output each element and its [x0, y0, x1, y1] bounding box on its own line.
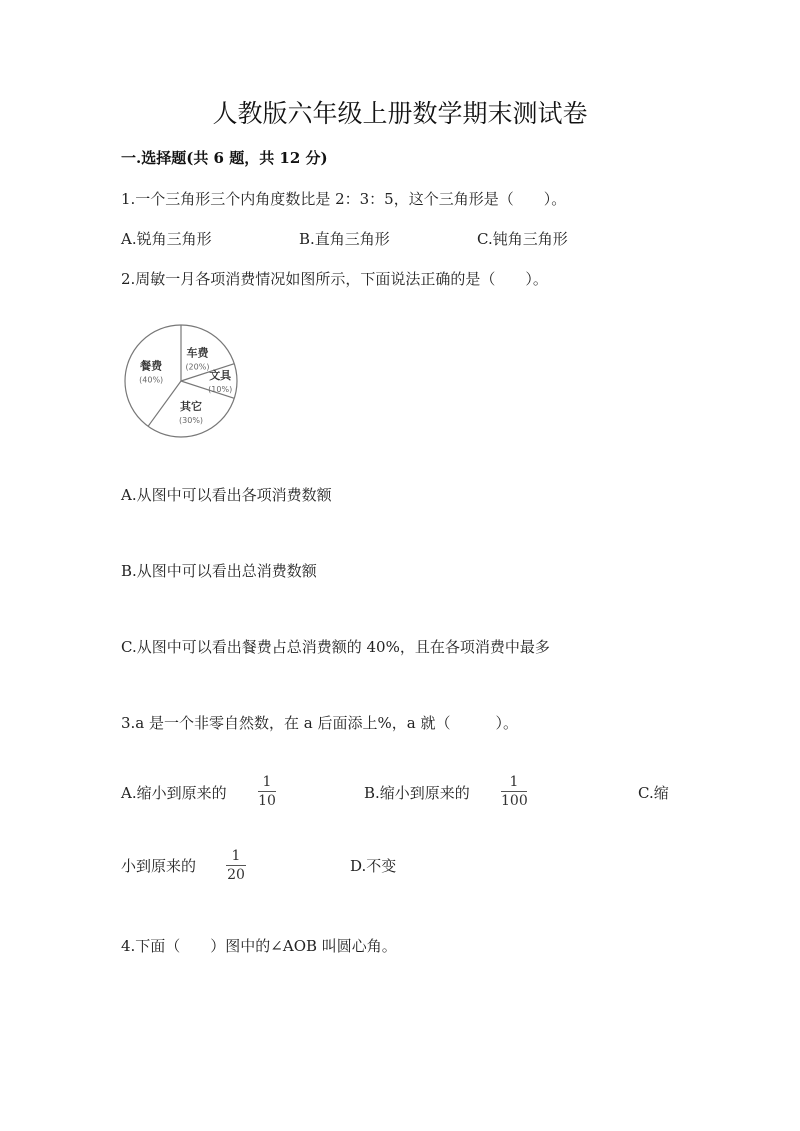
question-2-option-c: C.从图中可以看出餐费占总消费额的 40%，且在各项消费中最多 — [121, 638, 550, 656]
question-1-text: 1.一个三角形三个内角度数比是 2：3：5，这个三角形是（ ）。 — [121, 190, 567, 208]
pie-slice-label: 车费 — [186, 346, 209, 360]
fraction-denominator: 20 — [227, 867, 245, 883]
pie-slice-percent-label: (40%) — [139, 375, 164, 385]
pie-slice-percent-label: (10%) — [208, 385, 233, 394]
fraction-numerator: 1 — [231, 848, 241, 864]
question-1-option-b: B.直角三角形 — [299, 230, 390, 248]
question-3-option-c-start: C.缩 — [638, 784, 669, 802]
question-1-option-c: C.钝角三角形 — [477, 230, 568, 248]
question-3-text: 3.a 是一个非零自然数，在 a 后面添上%，a 就（ ）。 — [121, 714, 518, 732]
page-title: 人教版六年级上册数学期末测试卷 — [212, 99, 588, 128]
question-2-option-b: B.从图中可以看出总消费数额 — [121, 562, 317, 580]
pie-chart — [118, 318, 248, 448]
fraction-one-hundredth — [501, 774, 527, 809]
question-4-text: 4.下面（ ）图中的∠AOB 叫圆心角。 — [121, 937, 397, 955]
fraction-numerator: 1 — [509, 774, 519, 790]
fraction-numerator: 1 — [262, 774, 272, 790]
question-3-option-c-end: 小到原来的 — [121, 857, 197, 875]
fraction-denominator: 100 — [501, 793, 528, 809]
pie-slice-label: 文具 — [209, 369, 232, 382]
pie-slice-percent-label: (20%) — [185, 362, 210, 372]
fraction-one-twentieth — [226, 848, 246, 883]
question-3-option-d: D.不变 — [350, 857, 397, 875]
section-heading: 一.选择题(共 6 题，共 12 分) — [121, 149, 328, 167]
pie-slice-label: 其它 — [180, 399, 203, 413]
question-3-option-b: B.缩小到原来的 — [364, 784, 470, 802]
question-1-option-a: A.锐角三角形 — [121, 230, 212, 248]
question-2-text: 2.周敏一月各项消费情况如图所示，下面说法正确的是（ ）。 — [121, 270, 548, 288]
fraction-denominator: 10 — [258, 793, 276, 809]
pie-slice-percent-label: (30%) — [179, 415, 204, 425]
pie-slice-label: 餐费 — [140, 359, 163, 373]
question-3-option-a: A.缩小到原来的 — [121, 784, 227, 802]
fraction-one-tenth — [258, 774, 276, 809]
question-2-option-a: A.从图中可以看出各项消费数额 — [121, 486, 332, 504]
